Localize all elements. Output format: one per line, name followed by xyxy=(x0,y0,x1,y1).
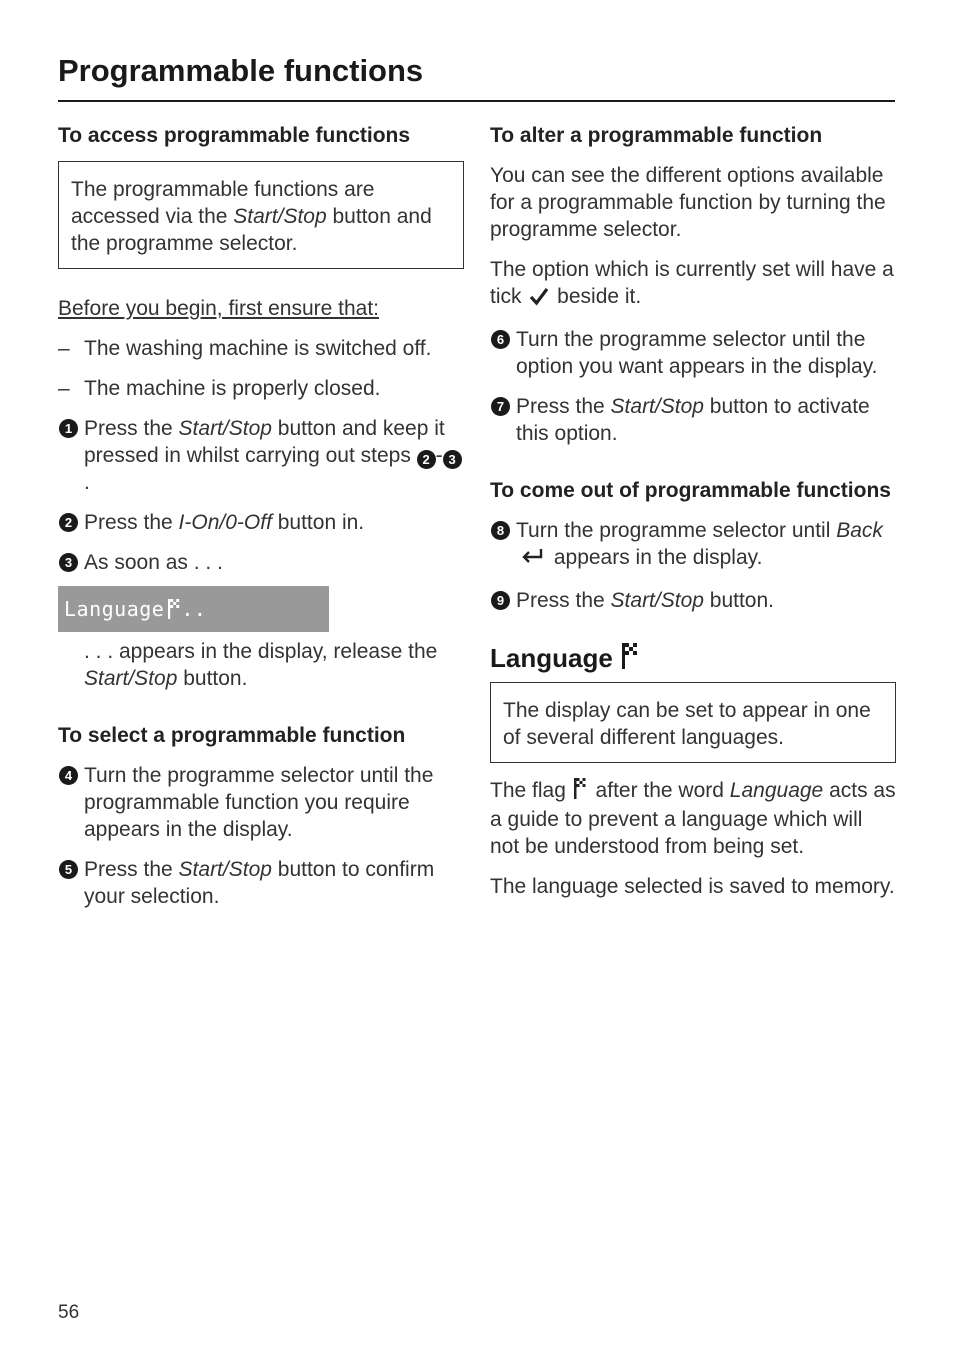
step-number-icon: 4 xyxy=(59,766,78,785)
access-info-box: The programmable functions are accessed via the Start/Stop button and the programme selector. xyxy=(58,161,464,269)
access-heading: To access programmable functions xyxy=(58,124,411,147)
before-you-begin: Before you begin, first ensure that: xyxy=(58,297,380,320)
flag-icon xyxy=(622,643,639,676)
select-heading: To select a programmable function xyxy=(58,724,406,747)
right-column xyxy=(490,122,896,900)
flag-paragraph: The flag after the word Language acts as a guide to prevent a language which will not be understood from being set. xyxy=(490,779,896,858)
exit-heading: To come out of programmable functions xyxy=(490,479,891,502)
page-title: Programmable functions xyxy=(58,53,424,88)
step-number-icon: 2 xyxy=(59,513,78,532)
display-readout: Language .. xyxy=(58,586,329,632)
step-number-icon: 7 xyxy=(491,397,510,416)
step-7: 7 Press the Start/Stop button to activate this option. xyxy=(490,393,896,447)
step-2: 2 Press the I-On/0-Off button in. xyxy=(58,509,464,536)
flag-icon xyxy=(574,778,588,806)
language-heading: Language xyxy=(490,642,896,676)
check-item: – The washing machine is switched off. xyxy=(58,337,432,360)
step-3: 3 As soon as . . . xyxy=(58,549,464,576)
step-ref-icon: 2 xyxy=(417,450,436,469)
alter-paragraph: You can see the different options available for a programmable function by turning the programme selector. xyxy=(490,164,886,241)
release-instruction: . . . appears in the display, release the Start/Stop button. xyxy=(84,640,438,690)
page-number: 56 xyxy=(58,1302,80,1323)
check-item: – The machine is properly closed. xyxy=(58,377,381,400)
saved-paragraph: The language selected is saved to memory. xyxy=(490,875,895,898)
step-8: 8 Turn the programme selector until Back appears in the display. xyxy=(490,517,896,574)
step-number-icon: 6 xyxy=(491,330,510,349)
title-rule xyxy=(58,100,895,102)
step-number-icon: 3 xyxy=(59,553,78,572)
step-4: 4 Turn the programme selector until the programmable function you require appears in the display. xyxy=(58,762,464,843)
step-number-icon: 9 xyxy=(491,591,510,610)
step-number-icon: 8 xyxy=(491,521,510,540)
step-9: 9 Press the Start/Stop button. xyxy=(490,587,896,614)
step-1: 1 Press the Start/Stop button and keep it pressed in whilst carrying out steps 2 - 3. xyxy=(58,415,464,496)
language-info-box: The display can be set to appear in one of several different languages. xyxy=(490,682,896,763)
flag-icon xyxy=(168,589,181,635)
left-column xyxy=(58,122,464,910)
step-number-icon: 1 xyxy=(59,419,78,438)
step-number-icon: 5 xyxy=(59,860,78,879)
step-ref-icon: 3 xyxy=(443,450,462,469)
alter-heading: To alter a programmable function xyxy=(490,124,823,147)
back-arrow-icon xyxy=(520,547,544,574)
tick-paragraph: The option which is currently set will have a tick beside it. xyxy=(490,256,896,313)
step-6: 6 Turn the programme selector until the option you want appears in the display. xyxy=(490,326,896,380)
tick-icon xyxy=(529,286,549,313)
step-5: 5 Press the Start/Stop button to confirm your selection. xyxy=(58,856,464,910)
